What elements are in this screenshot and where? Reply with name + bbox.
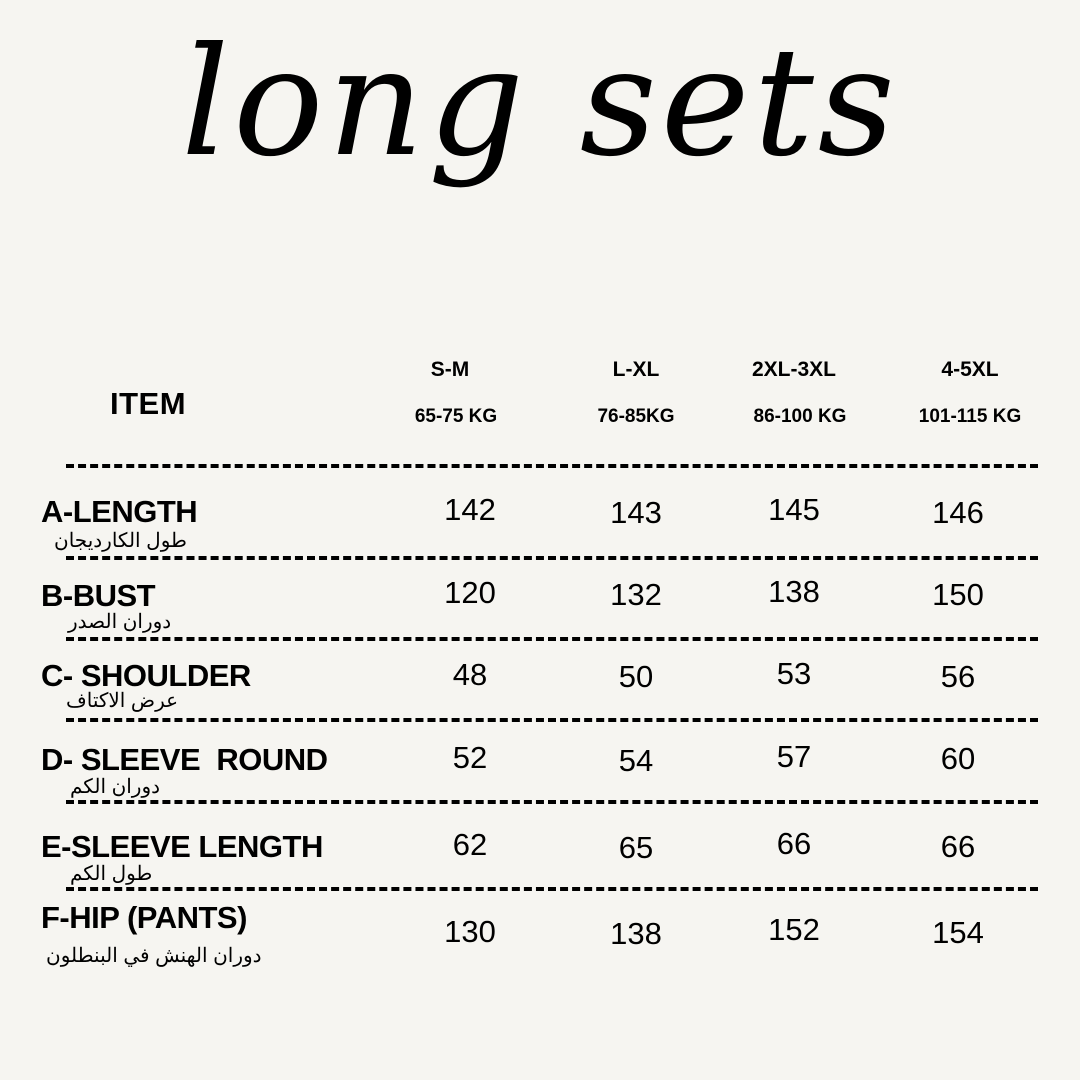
weight-header-s-m: 65-75 KG xyxy=(414,406,498,427)
table-cell: 52 xyxy=(452,740,488,775)
size-header-l-xl: L-XL xyxy=(612,358,660,381)
table-cell: 150 xyxy=(932,577,984,612)
row-sub-shoulder: عرض الاكتاف xyxy=(66,690,179,712)
row-label-bust: B-BUST xyxy=(41,578,156,613)
table-cell: 54 xyxy=(618,743,654,778)
row-sub-sleeve-round: دوران الكم xyxy=(70,776,161,798)
header-divider xyxy=(66,464,1038,468)
row-sub-bust: دوران الصدر xyxy=(68,611,172,633)
table-cell: 65 xyxy=(618,830,654,865)
row-sub-sleeve-length: طول الكم xyxy=(70,863,153,885)
weight-header-l-xl: 76-85KG xyxy=(597,406,675,427)
row-divider xyxy=(66,556,1038,560)
table-cell: 120 xyxy=(444,575,496,610)
table-cell: 152 xyxy=(768,912,820,947)
row-divider xyxy=(66,800,1038,804)
table-cell: 56 xyxy=(940,659,976,694)
row-label-shoulder: C- SHOULDER xyxy=(41,658,251,693)
row-label-length: A-LENGTH xyxy=(41,494,198,529)
table-cell: 146 xyxy=(932,495,984,530)
row-label-sleeve-length: E-SLEEVE LENGTH xyxy=(41,829,323,864)
table-cell: 154 xyxy=(932,915,984,950)
size-header-2xl-3xl: 2XL-3XL xyxy=(751,358,837,381)
row-label-hip: F-HIP (PANTS) xyxy=(41,900,247,935)
row-divider xyxy=(66,637,1038,641)
page-title: long sets xyxy=(181,16,899,190)
size-header-4-5xl: 4-5XL xyxy=(941,358,999,381)
table-cell: 60 xyxy=(940,741,976,776)
table-cell: 130 xyxy=(444,914,496,949)
row-divider xyxy=(66,718,1038,722)
table-cell: 66 xyxy=(940,829,976,864)
table-cell: 53 xyxy=(776,656,812,691)
item-column-header: ITEM xyxy=(110,386,187,421)
table-cell: 143 xyxy=(610,495,662,530)
row-divider xyxy=(66,887,1038,891)
table-cell: 50 xyxy=(618,659,654,694)
table-cell: 57 xyxy=(776,739,812,774)
weight-header-4-5xl: 101-115 KG xyxy=(918,406,1022,427)
row-label-sleeve-round: D- SLEEVE ROUND xyxy=(41,742,328,777)
weight-header-2xl-3xl: 86-100 KG xyxy=(753,406,847,427)
table-cell: 145 xyxy=(768,492,820,527)
table-cell: 142 xyxy=(444,492,496,527)
table-cell: 48 xyxy=(452,657,488,692)
table-cell: 132 xyxy=(610,577,662,612)
table-cell: 138 xyxy=(610,916,662,951)
table-cell: 138 xyxy=(768,574,820,609)
size-header-s-m: S-M xyxy=(430,358,470,381)
row-sub-hip: دوران الهنش في البنطلون xyxy=(46,945,262,967)
table-cell: 62 xyxy=(452,827,488,862)
table-cell: 66 xyxy=(776,826,812,861)
row-sub-length: طول الكارديجان xyxy=(54,530,187,552)
